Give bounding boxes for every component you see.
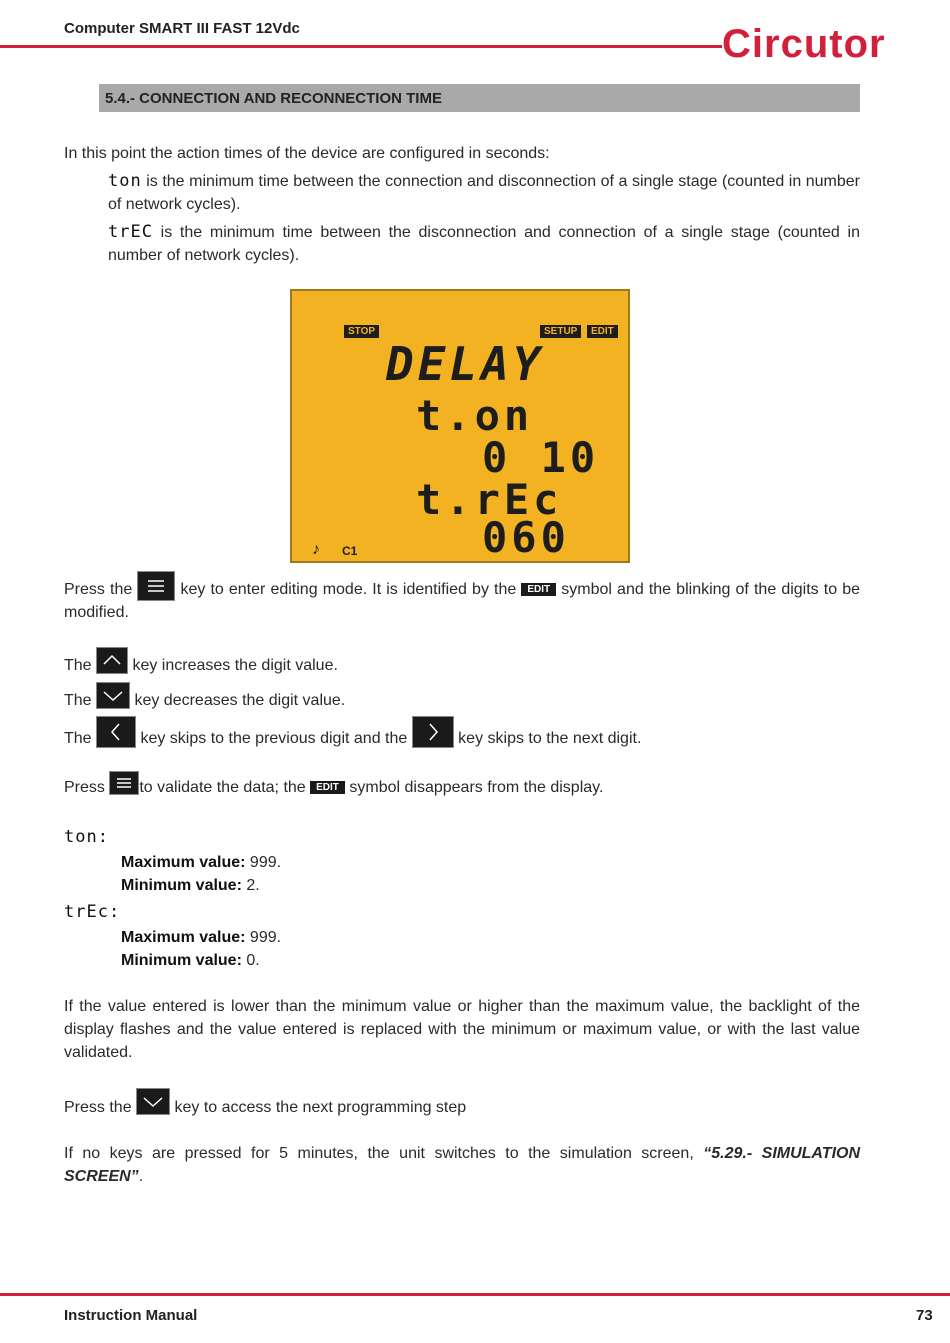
ton-max-label: Maximum value:	[121, 854, 246, 871]
trec-max	[121, 926, 281, 949]
lcd-display	[290, 289, 630, 563]
up-key-text-b: key increases the digit value.	[128, 657, 338, 674]
trec-max-label: Maximum value:	[121, 929, 246, 946]
ton-max	[121, 851, 281, 874]
trec-min	[121, 949, 260, 972]
header-title: Computer SMART III FAST 12Vdc	[64, 20, 300, 37]
left-key-icon	[96, 716, 136, 748]
edit-mode-text-c: symbol and the blinking of the digits to be modified.	[64, 581, 861, 621]
edit-symbol-icon: EDIT	[310, 781, 345, 794]
footer-rule	[0, 1293, 950, 1296]
left-right-key-paragraph	[64, 727, 860, 750]
lcd-line-ton-value: 0 10	[482, 433, 600, 482]
down-key-icon	[136, 1088, 170, 1115]
next-step-paragraph	[64, 1096, 860, 1119]
ton-code: ton	[108, 171, 142, 191]
trec-definition	[108, 221, 860, 267]
edit-mode-text-a: Press the	[64, 581, 138, 598]
left-right-text-a: The	[64, 730, 97, 747]
lcd-line-ton: t.on	[416, 391, 534, 440]
trec-limits-code: trEc:	[64, 902, 121, 922]
brand-logo: Circutor	[722, 22, 886, 66]
ton-min-label: Minimum value:	[121, 877, 242, 894]
up-key-text-a: The	[64, 657, 97, 674]
down-key-text-a: The	[64, 692, 97, 709]
down-key-paragraph	[64, 689, 860, 712]
down-key-icon	[96, 682, 130, 709]
intro-text: In this point the action times of the device are configured in seconds:	[64, 145, 550, 162]
simulation-screen-reference: “5.29.- SIMULATION SCREEN”	[64, 1145, 861, 1185]
trec-max-value: 999.	[245, 929, 282, 946]
timeout-paragraph	[64, 1142, 860, 1188]
next-step-text-a: Press the	[64, 1099, 137, 1116]
trec-definition-text: is the minimum time between the disconnection and connection of a single stage (counted in number of network cycles).	[108, 224, 860, 264]
menu-key-icon	[137, 571, 175, 601]
lcd-edit-label: EDIT	[587, 325, 618, 338]
page-number: 73	[916, 1307, 933, 1324]
trec-code: trEC	[108, 222, 153, 242]
edit-mode-text-b: key to enter editing mode. It is identified by the	[175, 581, 522, 598]
up-key-paragraph	[64, 654, 860, 677]
timeout-text-a: If no keys are pressed for 5 minutes, the unit switches to the simulation screen,	[64, 1145, 704, 1162]
lcd-line-trec: t.rEc	[416, 475, 563, 524]
menu-key-icon	[109, 771, 139, 795]
validate-paragraph	[64, 776, 860, 799]
lcd-line-delay: DELAY	[386, 337, 545, 391]
edit-mode-paragraph	[64, 578, 860, 624]
edit-symbol-icon: EDIT	[521, 583, 556, 596]
section-heading	[99, 84, 860, 112]
validate-text-c: symbol disappears from the display.	[344, 779, 604, 796]
ton-definition-text: is the minimum time between the connection and disconnection of a single stage (counted in number of network cycles).	[108, 173, 860, 213]
down-key-text-b: key decreases the digit value.	[130, 692, 346, 709]
left-right-text-b: key skips to the previous digit and the	[136, 730, 412, 747]
timeout-text-c: .	[138, 1168, 144, 1185]
ton-definition	[108, 170, 860, 216]
header-rule	[0, 45, 722, 48]
up-key-icon	[96, 647, 128, 674]
trec-min-label: Minimum value:	[121, 952, 242, 969]
trec-min-value: 0.	[241, 952, 260, 969]
validate-text-b: to validate the data; the	[139, 779, 311, 796]
footer-title: Instruction Manual	[64, 1307, 198, 1324]
validate-text-a: Press	[64, 779, 110, 796]
lcd-setup-label: SETUP	[540, 325, 581, 338]
ton-min	[121, 874, 260, 897]
ton-limits-code: ton:	[64, 827, 109, 847]
ton-max-value: 999.	[245, 854, 282, 871]
next-step-text-b: key to access the next programming step	[170, 1099, 467, 1116]
bell-icon: ♪	[312, 541, 320, 558]
right-key-icon	[412, 716, 454, 748]
lcd-stop-label: STOP	[344, 325, 379, 338]
left-right-text-c: key skips to the next digit.	[453, 730, 642, 747]
ton-min-value: 2.	[241, 877, 260, 894]
lcd-c1-label: C1	[342, 544, 358, 558]
section-title: 5.4.- CONNECTION AND RECONNECTION TIME	[105, 90, 442, 107]
lcd-line-trec-value: 060	[482, 513, 570, 562]
warning-paragraph: If the value entered is lower than the minimum value or higher than the maximum value, the backlight of the display flashes and the value entered is replaced with the minimum or maximum value, or with the last value validated.	[64, 998, 860, 1061]
